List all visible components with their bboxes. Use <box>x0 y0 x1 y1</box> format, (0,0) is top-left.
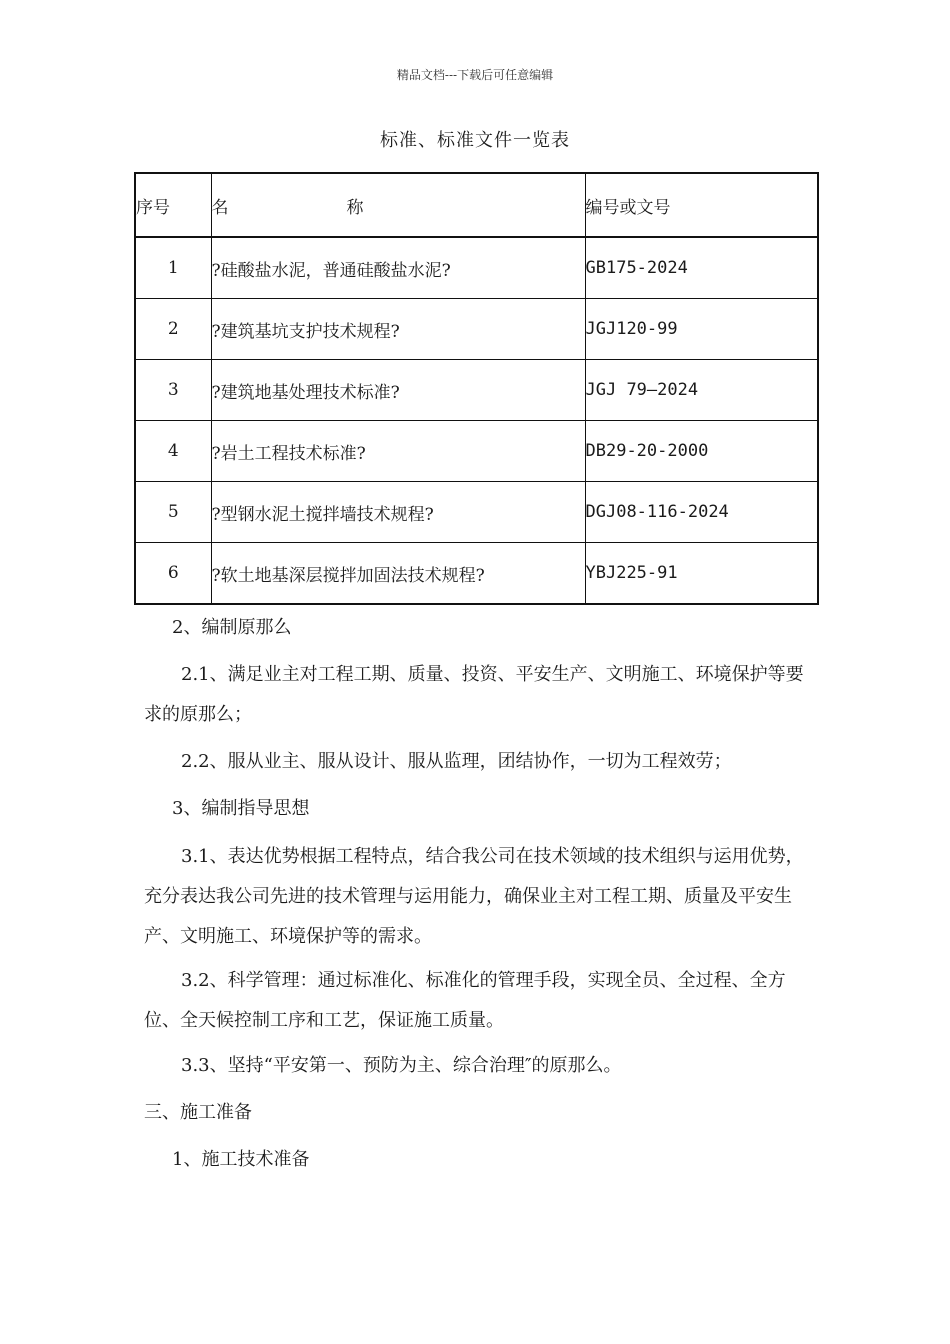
row-name: ?岩土工程技术标准? <box>211 421 585 482</box>
paragraph: 三、施工准备 <box>144 1102 252 1123</box>
row-code: JGJ 79—2024 <box>585 360 818 421</box>
section-heading-three <box>144 1093 808 1133</box>
header-note: 精品文档---下载后可任意编辑 <box>396 68 554 82</box>
header-name-right: 称 <box>346 197 364 218</box>
row-no: 5 <box>135 482 211 543</box>
paragraph: 1、施工技术准备 <box>172 1149 310 1170</box>
paragraph: 3.3、坚持“平安第一、预防为主、综合治理″的原那么。 <box>181 1055 622 1076</box>
standards-table <box>134 172 819 605</box>
row-name: ?硅酸盐水泥，普通硅酸盐水泥? <box>211 237 585 299</box>
row-name: ?型钢水泥土搅拌墙技术规程? <box>211 482 585 543</box>
table-row <box>135 421 818 482</box>
document-title: 标准、标准文件一览表 <box>380 130 570 151</box>
table-header-row <box>135 173 818 237</box>
table-row <box>135 543 818 605</box>
row-code: DB29-20-2000 <box>585 421 818 482</box>
section-heading-3 <box>144 789 808 829</box>
row-code: YBJ225-91 <box>585 543 818 605</box>
row-code: GB175-2024 <box>585 237 818 299</box>
header-name <box>211 173 585 237</box>
paragraph: 3.2、科学管理：通过标准化、标准化的管理手段，实现全员、全过程、全方位、全天候控制工序和工艺，保证施工质量。 <box>144 970 786 1031</box>
paragraph: 2.2、服从业主、服从设计、服从监理，团结协作，一切为工程效劳； <box>181 751 732 772</box>
paragraph: 3、编制指导思想 <box>172 798 310 819</box>
paragraph: 2.1、满足业主对工程工期、质量、投资、平安生产、文明施工、环境保护等要求的原那么； <box>144 664 804 725</box>
section-heading-1 <box>144 1140 808 1180</box>
paragraph-block <box>144 742 808 782</box>
paragraph: 3.1、表达优势根据工程特点，结合我公司在技术领域的技术组织与运用优势，充分表达我公司先进的技术管理与运用能力，确保业主对工程工期、质量及平安生产、文明施工、环境保护等的需求。 <box>144 846 804 947</box>
header-name-left: 名 <box>211 197 229 218</box>
row-no: 6 <box>135 543 211 605</box>
row-no: 1 <box>135 237 211 299</box>
paragraph-block <box>144 1046 808 1086</box>
row-name: ?建筑地基处理技术标准? <box>211 360 585 421</box>
row-name: ?软土地基深层搅拌加固法技术规程? <box>211 543 585 605</box>
paragraph-block <box>144 655 808 735</box>
paragraph: 2、编制原那么 <box>172 617 292 638</box>
table-row <box>135 360 818 421</box>
row-code: JGJ120-99 <box>585 299 818 360</box>
row-name: ?建筑基坑支护技术规程? <box>211 299 585 360</box>
row-no: 3 <box>135 360 211 421</box>
header-code: 编号或文号 <box>585 173 818 237</box>
paragraph-block <box>144 837 808 957</box>
table-row <box>135 299 818 360</box>
header-no: 序号 <box>135 173 211 237</box>
row-no: 4 <box>135 421 211 482</box>
table-row <box>135 482 818 543</box>
row-no: 2 <box>135 299 211 360</box>
row-code: DGJ08-116-2024 <box>585 482 818 543</box>
paragraph-block <box>144 961 808 1041</box>
table-row <box>135 237 818 299</box>
section-heading-2 <box>144 608 808 648</box>
